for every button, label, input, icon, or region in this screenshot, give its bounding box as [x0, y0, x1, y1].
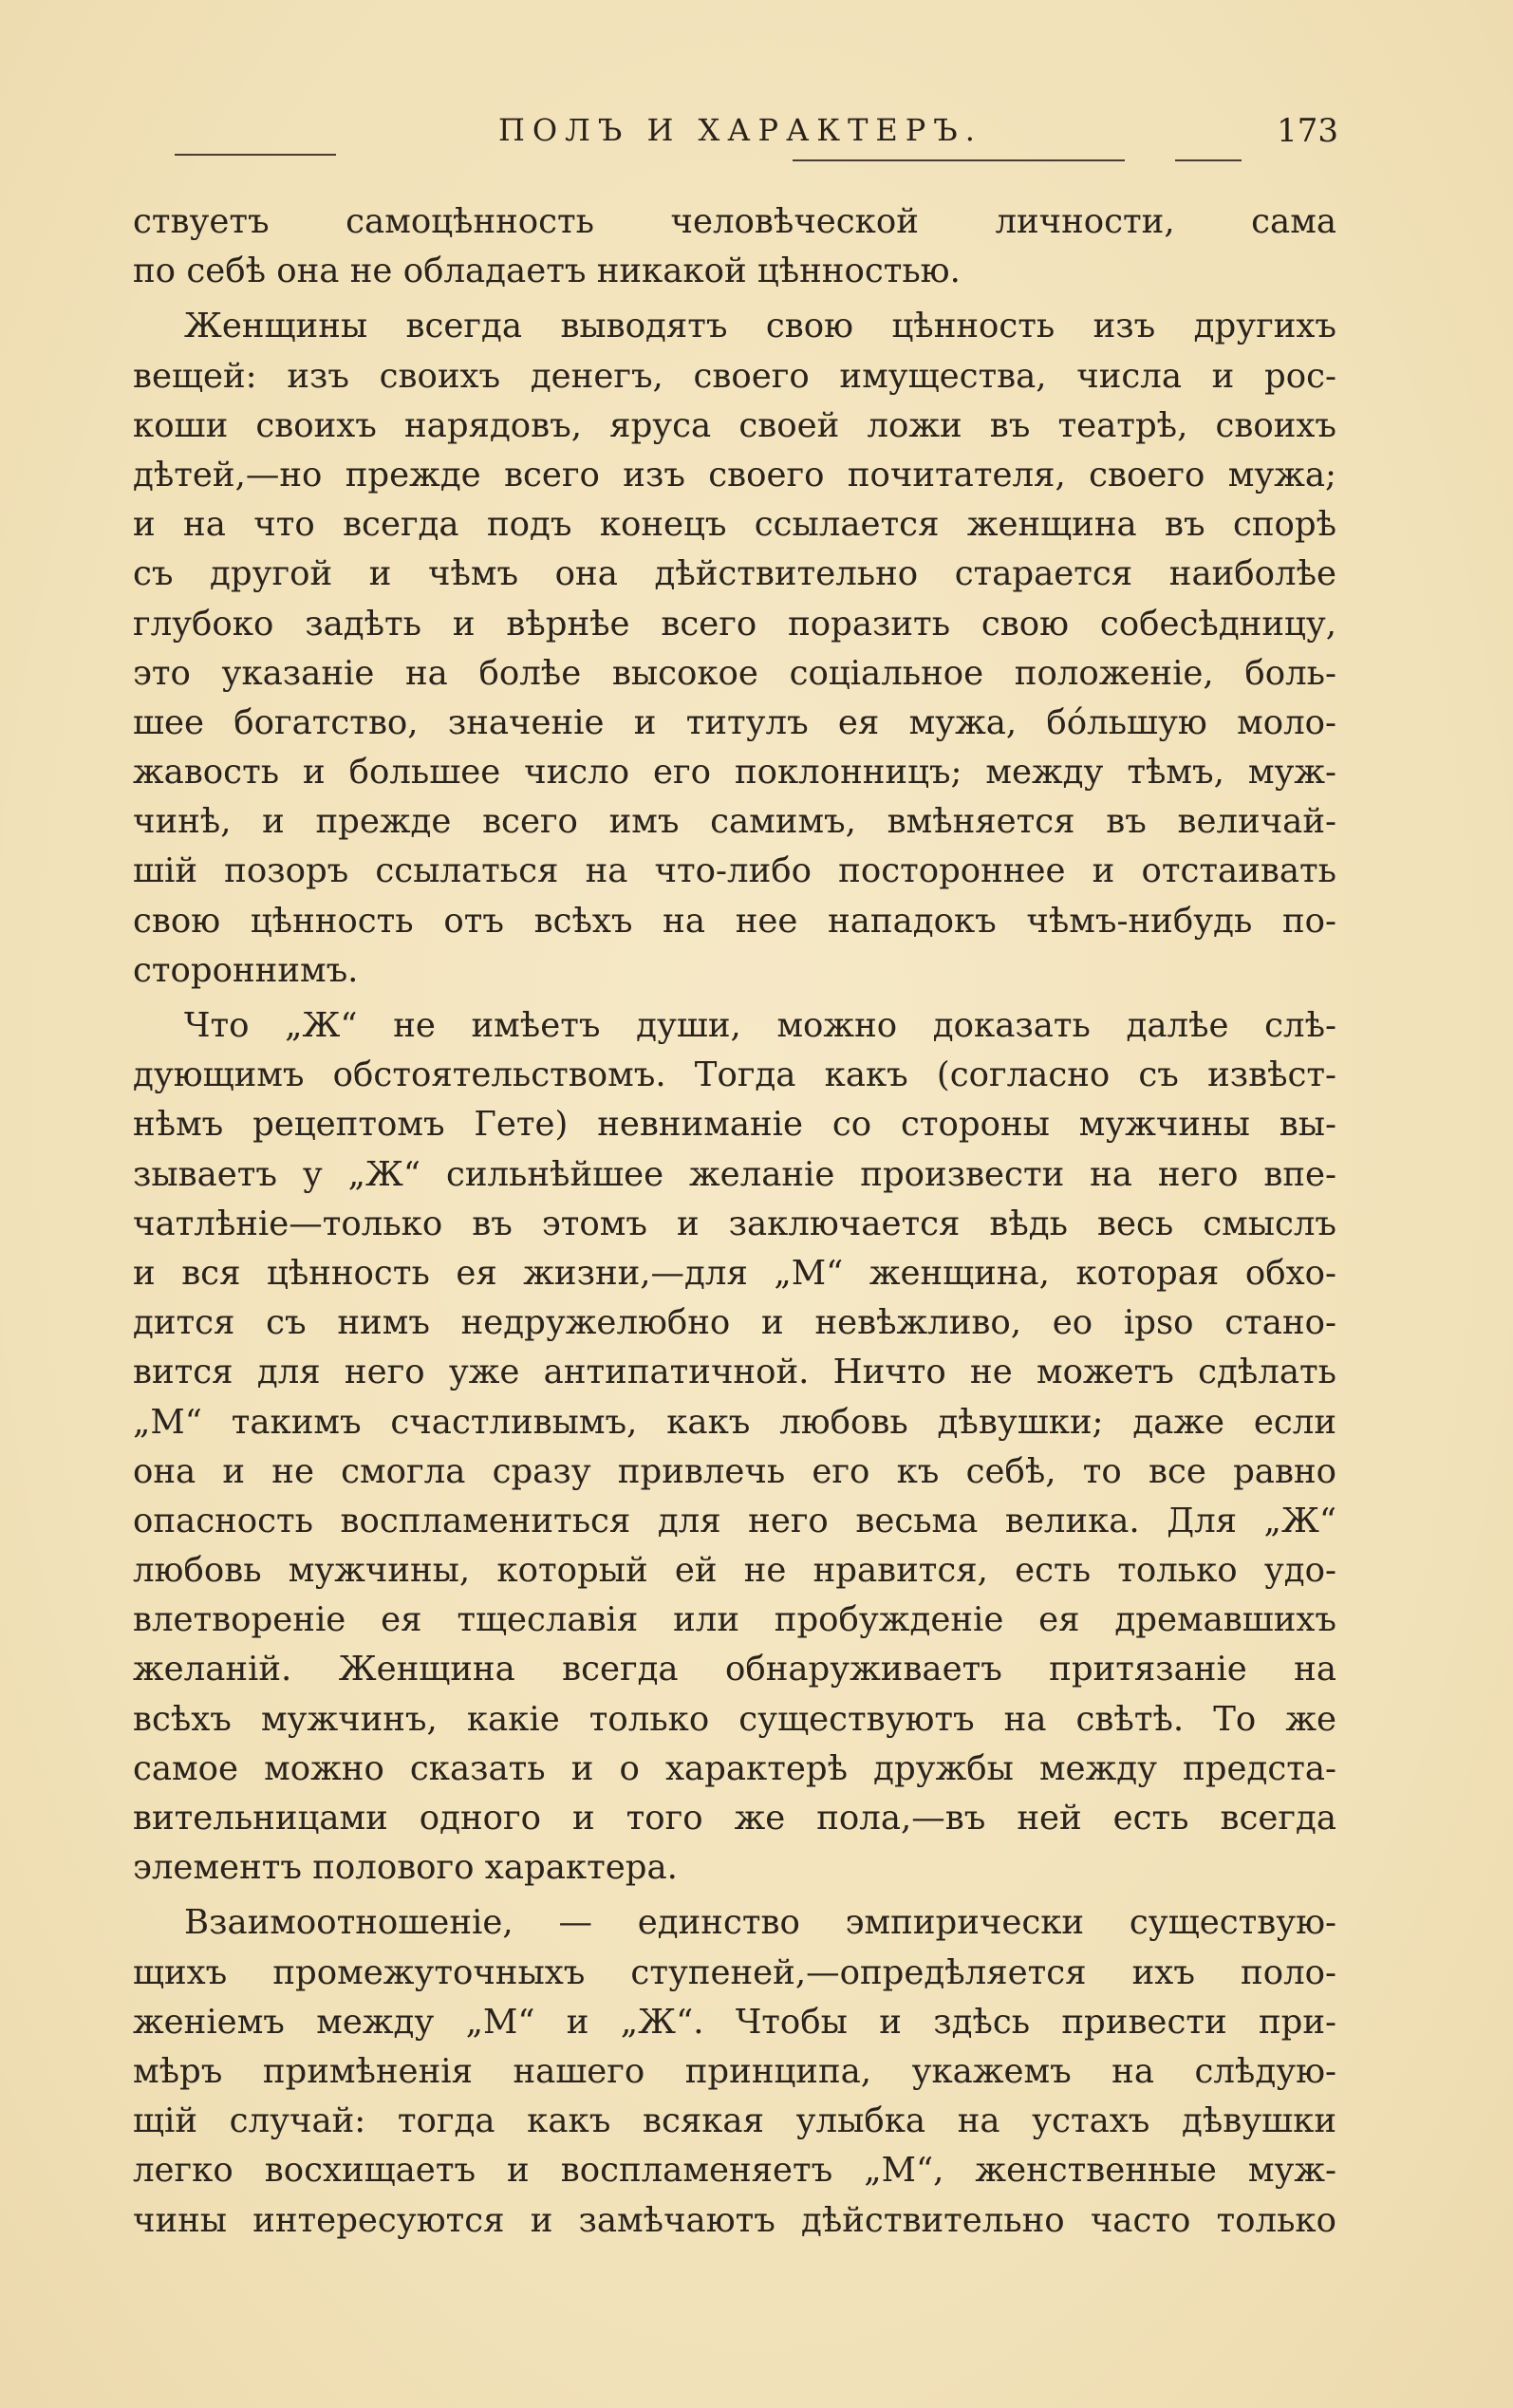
text-line: ствуетъ самоцѣнность человѣческой личности, сама	[133, 202, 1336, 241]
text-line: съ другой и чѣмъ она дѣйствительно старается наиболѣе	[133, 554, 1336, 594]
header-rule-left	[175, 154, 336, 156]
text-line: чатлѣніе—только въ этомъ и заключается вѣдь весь смыслъ	[133, 1204, 1336, 1243]
running-header	[133, 112, 1338, 169]
text-line: она и не смогла сразу привлечь его къ себѣ, то все равно	[133, 1451, 1336, 1491]
text-line: мѣръ примѣненія нашего принципа, укажемъ на слѣдую-	[133, 2051, 1336, 2091]
text-line: дится съ нимъ недружелюбно и невѣжливо, eo ipso стано-	[133, 1303, 1336, 1343]
text-line: вещей: изъ своихъ денегъ, своего имущества, числа и рос-	[133, 356, 1336, 396]
text-line: глубоко задѣть и вѣрнѣе всего поразить свою собесѣдницу,	[133, 604, 1336, 644]
text-line: Женщины всегда выводятъ свою цѣнность изъ другихъ	[184, 307, 1336, 346]
text-line: и на что всегда подъ конецъ ссылается женщина въ спорѣ	[133, 505, 1336, 545]
text-line: Что „Ж“ не имѣетъ души, можно доказать далѣе слѣ-	[184, 1006, 1336, 1045]
text-line: Взаимоотношеніе, — единство эмпирически существую-	[184, 1903, 1336, 1943]
text-line: шее богатство, значеніе и титулъ ея мужа, бо́льшую моло-	[133, 702, 1336, 742]
text-line: самое можно сказать и о характерѣ дружбы между предста-	[133, 1748, 1336, 1788]
text-line: любовь мужчины, который ей не нравится, есть только удо-	[133, 1551, 1336, 1591]
text-line: вится для него уже антипатичной. Ничто не можетъ сдѣлать	[133, 1353, 1336, 1392]
text-line: по себѣ она не обладаетъ никакой цѣнностью.	[133, 252, 961, 291]
text-line: опасность воспламениться для него весьма велика. Для „Ж“	[133, 1501, 1336, 1540]
header-rule-right	[1175, 159, 1242, 161]
text-line: чинѣ, и прежде всего имъ самимъ, вмѣняется въ величай-	[133, 802, 1336, 842]
header-rule-middle	[793, 159, 1125, 161]
text-line: элементъ полового характера.	[133, 1848, 678, 1888]
text-line: это указаніе на болѣе высокое соціальное положеніе, боль-	[133, 653, 1336, 693]
text-line: зываетъ у „Ж“ сильнѣйшее желаніе произвести на него впе-	[133, 1154, 1336, 1194]
text-line: щихъ промежуточныхъ ступеней,—опредѣляется ихъ поло-	[133, 1952, 1336, 1992]
text-line: коши своихъ нарядовъ, яруса своей ложи въ театрѣ, своихъ	[133, 405, 1336, 445]
running-title: ПОЛЪ И ХАРАКТЕРЪ.	[498, 112, 982, 148]
page-number: 173	[1277, 112, 1338, 150]
text-line: „М“ такимъ счастливымъ, какъ любовь дѣвушки; даже если	[133, 1402, 1336, 1442]
body-text	[133, 197, 1336, 2246]
text-line: дѣтей,—но прежде всего изъ своего почитателя, своего мужа;	[133, 455, 1336, 495]
text-line: вительницами одного и того же пола,—въ ней есть всегда	[133, 1799, 1336, 1838]
text-line: и вся цѣнность ея жизни,—для „М“ женщина, которая обхо-	[133, 1253, 1336, 1293]
text-line: женіемъ между „М“ и „Ж“. Чтобы и здѣсь привести при-	[133, 2002, 1336, 2042]
text-line: влетвореніе ея тщеславія или пробужденіе ея дремавшихъ	[133, 1600, 1336, 1640]
text-line: чины интересуются и замѣчаютъ дѣйствительно часто только	[133, 2200, 1336, 2240]
text-line: жавость и большее число его поклонницъ; между тѣмъ, муж-	[133, 753, 1336, 793]
text-line: стороннимъ.	[133, 950, 359, 990]
text-line: нѣмъ рецептомъ Гете) невниманіе со стороны мужчины вы-	[133, 1105, 1336, 1145]
text-line: дующимъ обстоятельствомъ. Тогда какъ (согласно съ извѣст-	[133, 1055, 1336, 1095]
text-line: всѣхъ мужчинъ, какіе только существуютъ на свѣтѣ. То же	[133, 1699, 1336, 1739]
text-line: желаній. Женщина всегда обнаруживаетъ притязаніе на	[133, 1650, 1336, 1689]
text-line: щій случай: тогда какъ всякая улыбка на устахъ дѣвушки	[133, 2101, 1336, 2141]
text-line: свою цѣнность отъ всѣхъ на нее нападокъ чѣмъ-нибудь по-	[133, 901, 1336, 941]
text-line: шій позоръ ссылаться на что-либо постороннее и отстаивать	[133, 851, 1336, 891]
text-line: легко восхищаетъ и воспламеняетъ „М“, женственные муж-	[133, 2151, 1336, 2191]
